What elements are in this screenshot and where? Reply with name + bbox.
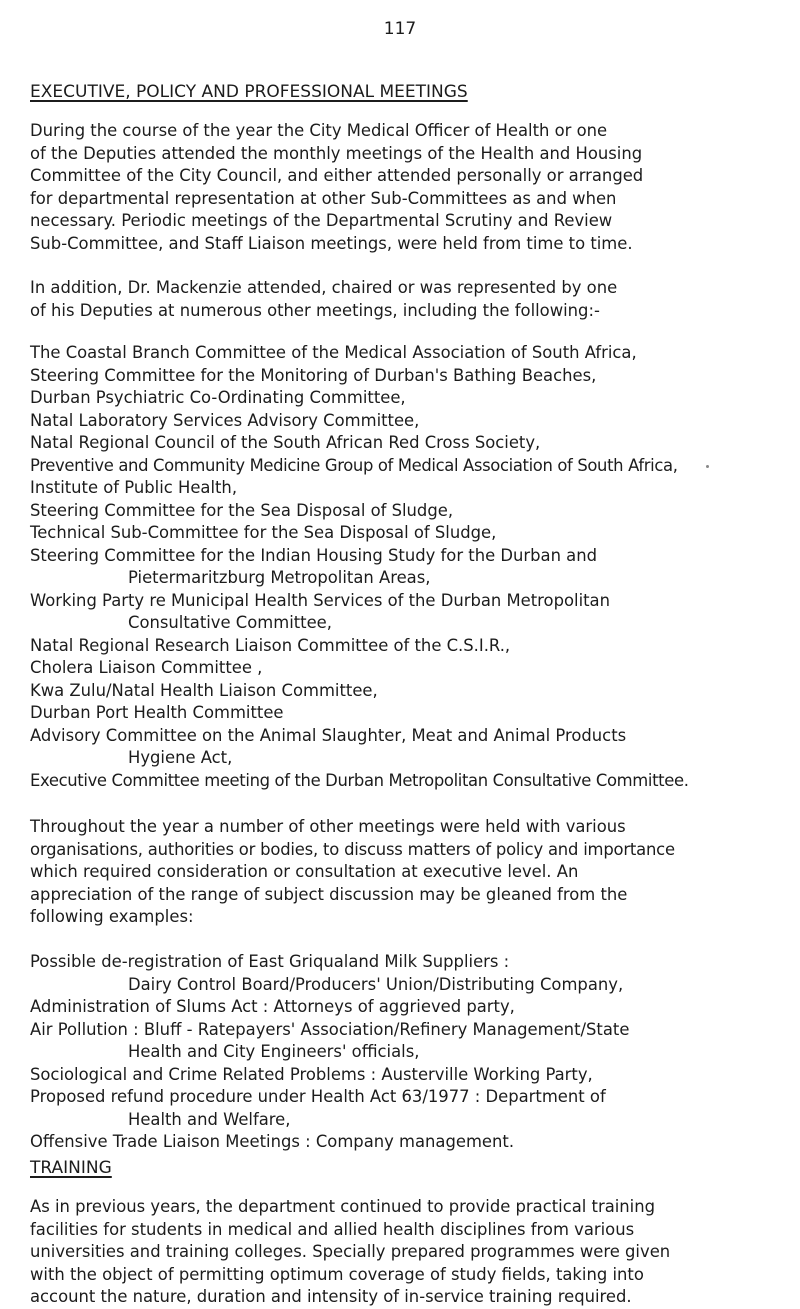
list-item (30, 590, 800, 635)
list-item-continuation: Pietermaritzburg Metropolitan Areas, (128, 568, 431, 587)
list-item (30, 455, 800, 478)
text-line: Committee of the City Council, and either attended personally or arranged (30, 166, 644, 185)
list-item (30, 477, 800, 500)
list-item-text: Institute of Public Health, (30, 478, 238, 497)
text-line: which required consideration or consultation at executive level. An (30, 862, 579, 881)
list-item (30, 432, 800, 455)
list-item (30, 500, 800, 523)
text-line: with the object of permitting optimum coverage of study fields, taking into (30, 1264, 644, 1284)
list-item (30, 342, 800, 365)
list-item (30, 996, 800, 1019)
list-item-text: Possible de-registration of East Griqualand Milk Suppliers : (30, 952, 510, 971)
text-line: of the Deputies attended the monthly meetings of the Health and Housing (30, 143, 643, 163)
text-line: for departmental representation at other Sub-Committees as and when (30, 188, 617, 208)
list-item-continuation: Consultative Committee, (128, 613, 332, 632)
list-item-text: Steering Committee for the Monitoring of Durban's Bathing Beaches, (30, 365, 597, 385)
text-line: appreciation of the range of subject discussion may be gleaned from the (30, 884, 628, 904)
section-heading-training: TRAINING (30, 1158, 112, 1178)
text-line: In addition, Dr. Mackenzie attended, chaired or was represented by one (30, 278, 618, 297)
paragraph-policy-meetings (30, 816, 790, 929)
list-item-text: Steering Committee for the Sea Disposal of Sludge, (30, 500, 454, 520)
list-item (30, 657, 800, 680)
list-item-text: Steering Committee for the Indian Housing Study for the Durban and (30, 545, 598, 565)
scan-speck (706, 465, 709, 468)
list-item-text: Natal Regional Council of the South African Red Cross Society, (30, 433, 541, 452)
list-item-text: Advisory Committee on the Animal Slaughter, Meat and Animal Products (30, 725, 627, 745)
text-line: of his Deputies at numerous other meetings, including the following:- (30, 300, 600, 320)
list-item-continuation: Health and City Engineers' officials, (128, 1042, 420, 1061)
list-item (30, 1131, 800, 1154)
text-line: following examples: (30, 907, 194, 926)
list-item (30, 951, 800, 996)
list-item-text: Offensive Trade Liaison Meetings : Company management. (30, 1132, 515, 1151)
list-item-text: Preventive and Community Medicine Group of Medical Association of South Africa, (30, 455, 678, 475)
list-item-text: Technical Sub-Committee for the Sea Disposal of Sludge, (30, 523, 497, 542)
paragraph-other-meetings-intro (30, 277, 790, 322)
list-item-text: Administration of Slums Act : Attorneys of aggrieved party, (30, 997, 515, 1016)
text-line: As in previous years, the department continued to provide practical training (30, 1197, 656, 1216)
text-line: Sub-Committee, and Staff Liaison meetings, were held from time to time. (30, 233, 633, 253)
text-line: During the course of the year the City Medical Officer of Health or one (30, 121, 608, 140)
list-item (30, 365, 800, 388)
list-item-text: Working Party re Municipal Health Services of the Durban Metropolitan (30, 590, 610, 610)
text-line: organisations, authorities or bodies, to discuss matters of policy and importance (30, 839, 675, 859)
list-item (30, 770, 800, 793)
list-item-continuation: Health and Welfare, (128, 1109, 291, 1129)
list-item (30, 387, 800, 410)
list-item (30, 545, 800, 590)
section-heading-meetings: EXECUTIVE, POLICY AND PROFESSIONAL MEETINGS (30, 82, 468, 102)
list-item-continuation: Dairy Control Board/Producers' Union/Distributing Company, (128, 974, 624, 994)
list-item-text: Natal Regional Research Liaison Committee of the C.S.I.R., (30, 635, 511, 655)
list-item-text: Durban Psychiatric Co-Ordinating Committee, (30, 388, 406, 407)
list-item-text: The Coastal Branch Committee of the Medical Association of South Africa, (30, 343, 637, 362)
text-line: facilities for students in medical and allied health disciplines from various (30, 1219, 635, 1239)
list-item-text: Cholera Liaison Committee , (30, 658, 263, 677)
page-number: 117 (383, 19, 417, 39)
examples-list (30, 951, 800, 1154)
list-item (30, 702, 800, 725)
list-item (30, 635, 800, 658)
list-item (30, 725, 800, 770)
text-line: account the nature, duration and intensity of in-service training required. (30, 1287, 632, 1306)
list-item-continuation: Hygiene Act, (128, 748, 233, 767)
list-item-text: Proposed refund procedure under Health Act 63/1977 : Department of (30, 1087, 606, 1106)
list-item-text: Executive Committee meeting of the Durban Metropolitan Consultative Committee. (30, 770, 689, 790)
text-line: universities and training colleges. Specially prepared programmes were given (30, 1242, 671, 1261)
list-item-text: Kwa Zulu/Natal Health Liaison Committee, (30, 680, 378, 700)
list-item (30, 1064, 800, 1087)
paragraph-training (30, 1196, 790, 1309)
list-item (30, 680, 800, 703)
list-item-text: Sociological and Crime Related Problems : Austerville Working Party, (30, 1064, 593, 1084)
list-item (30, 410, 800, 433)
list-item (30, 522, 800, 545)
text-line: necessary. Periodic meetings of the Departmental Scrutiny and Review (30, 211, 613, 230)
list-item-text: Durban Port Health Committee (30, 703, 284, 722)
list-item-text: Natal Laboratory Services Advisory Committee, (30, 410, 420, 430)
list-item-text: Air Pollution : Bluff - Ratepayers' Association/Refinery Management/State (30, 1019, 630, 1039)
paragraph-monthly-meetings (30, 120, 790, 255)
text-line: Throughout the year a number of other meetings were held with various (30, 817, 626, 836)
list-item (30, 1086, 800, 1131)
committee-list (30, 342, 800, 792)
list-item (30, 1019, 800, 1064)
